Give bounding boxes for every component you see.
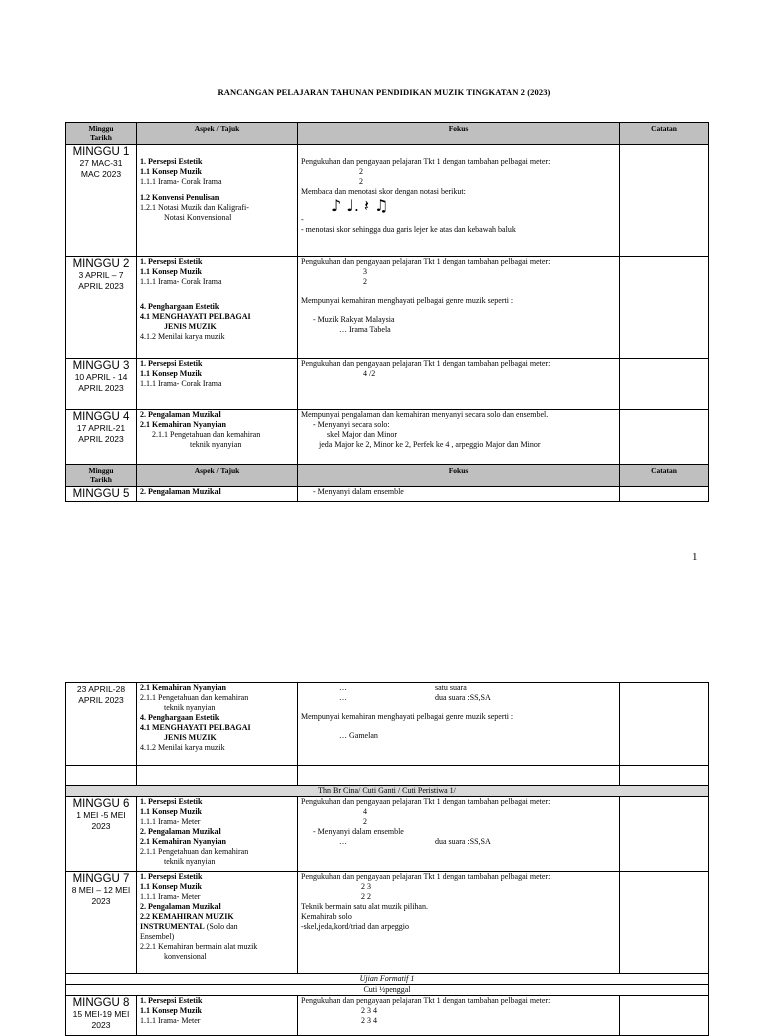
music-notation-symbols: ♪ ♩. 𝄽 ♫ [331,196,389,215]
header-catatan: Catatan [620,465,709,487]
week-cell: MINGGU 2 3 APRIL – 7 APRIL 2023 [66,257,137,359]
header-fokus: Fokus [298,123,620,145]
holiday-row [66,985,709,996]
aspek-cell: 1. Persepsi Estetik 1.1 Konsep Muzik 1.1.1 Irama- Meter 2. Pengalaman Muzikal 2.2 KEMAHIRAN MUZIK INSTRUMENTAL (Solo dan Ensembel) 2.2.1 Kemahiran bermain alat muzik konvensional [137,872,298,974]
catatan-cell [620,257,709,359]
week-cell: MINGGU 8 15 MEI-19 MEI 2023 [66,996,137,1036]
table-row [66,487,709,502]
table-row [66,872,709,974]
catatan-cell [620,996,709,1036]
table-header-row [66,123,709,145]
table-row [66,257,709,359]
aspek-cell: 1. Persepsi Estetik 1.1 Konsep Muzik 1.1.1 Irama- Corak Irama [137,359,298,410]
aspek-cell: 1. Persepsi Estetik 1.1 Konsep Muzik 1.1.1 Irama- Corak Irama 4. Penghargaan Estetik 4.1 MENGHAYATI PELBAGAI JENIS MUZIK 4.1.2 Menilai karya muzik [137,257,298,359]
table-row [66,996,709,1036]
aspek-cell: 2. Pengalaman Muzikal 2.1 Kemahiran Nyanyian 2.1.1 Pengetahuan dan kemahiran teknik nyanyian [137,410,298,465]
lesson-plan-table-page-1 [65,122,709,502]
aspek-cell: 2.1 Kemahiran Nyanyian 2.1.1 Pengetahuan dan kemahiran teknik nyanyian 4. Penghargaan Estetik 4.1 MENGHAYATI PELBAGAI JENIS MUZIK 4.1.2 Menilai karya muzik [137,683,298,766]
document-title: RANCANGAN PELAJARAN TAHUNAN PENDIDIKAN MUZIK TINGKATAN 2 (2023) [217,87,551,97]
header-minggu-tarikh: Minggu Tarikh [66,123,137,145]
catatan-cell [620,797,709,872]
table-row [66,145,709,257]
header-catatan: Catatan [620,123,709,145]
fokus-cell: Pengukuhan dan pengayaan pelajaran Tkt 1 dengan tambahan pelbagai meter: 4 2 - Menyanyi dalam ensemble … dua suara :SS,SA [298,797,620,872]
header-aspek: Aspek / Tajuk [137,123,298,145]
header-aspek: Aspek / Tajuk [137,465,298,487]
holiday-label: Cuti ½penggal [66,985,709,996]
aspek-cell: 1. Persepsi Estetik 1.1 Konsep Muzik 1.1.1 Irama- Corak Irama 1.2 Konvensi Penulisan 1.2.1 Notasi Muzik dan Kaligrafi- Notasi Konvensional [137,145,298,257]
week-cell: MINGGU 6 1 MEI -5 MEI 2023 [66,797,137,872]
header-fokus: Fokus [298,465,620,487]
catatan-cell [620,145,709,257]
week-cell: MINGGU 4 17 APRIL-21 APRIL 2023 [66,410,137,465]
table-row [66,410,709,465]
table-header-row-repeat [66,465,709,487]
week-cell: MINGGU 5 [66,487,137,502]
table-row [66,797,709,872]
catatan-cell [620,683,709,766]
catatan-cell [620,410,709,465]
week-cell: MINGGU 1 27 MAC-31 MAC 2023 [66,145,137,257]
fokus-cell: Pengukuhan dan pengayaan pelajaran Tkt 1 dengan tambahan pelbagai meter: 2 2 Membaca dan menotasi skor dengan notasi berikut: ♪ ♩. 𝄽 ♫ - - menotasi skor sehingga dua garis lejer ke atas dan kebawah baluk [298,145,620,257]
fokus-cell: Pengukuhan dan pengayaan pelajaran Tkt 1 dengan tambahan pelbagai meter: 4 /2 [298,359,620,410]
date-cell: 23 APRIL-28 APRIL 2023 [66,683,137,766]
exam-label: Ujian Formatif 1 [66,974,709,985]
fokus-cell: Pengukuhan dan pengayaan pelajaran Tkt 1 dengan tambahan pelbagai meter: 2 3 4 2 3 4 [298,996,620,1036]
catatan-cell [620,359,709,410]
catatan-cell [620,872,709,974]
week-cell: MINGGU 7 8 MEI – 12 MEI 2023 [66,872,137,974]
aspek-cell: 2. Pengalaman Muzikal [137,487,298,502]
aspek-cell: 1. Persepsi Estetik 1.1 Konsep Muzik 1.1.1 Irama- Meter 2. Pengalaman Muzikal 2.1 Kemahiran Nyanyian 2.1.1 Pengetahuan dan kemahiran teknik nyanyian [137,797,298,872]
catatan-cell [620,487,709,502]
fokus-cell: Pengukuhan dan pengayaan pelajaran Tkt 1 dengan tambahan pelbagai meter: 3 2 Mempunyai kemahiran menghayati pelbagai genre muzik seperti : - Muzik Rakyat Malaysia … Irama Tabela [298,257,620,359]
table-row [66,683,709,766]
exam-row [66,974,709,985]
week-cell: MINGGU 3 10 APRIL - 14 APRIL 2023 [66,359,137,410]
fokus-cell: Pengukuhan dan pengayaan pelajaran Tkt 1 dengan tambahan pelbagai meter: 2 3 2 2 Teknik bermain satu alat muzik pilihan. Kemahirab solo -skel,jeda,kord/triad dan arpeggio [298,872,620,974]
page-number: 1 [692,551,698,563]
fokus-cell: … satu suara … dua suara :SS,SA Mempunyai kemahiran menghayati pelbagai genre muzik seperti : … Gamelan [298,683,620,766]
fokus-cell: - Menyanyi dalam ensemble [298,487,620,502]
header-minggu-tarikh: Minggu Tarikh [66,465,137,487]
holiday-label: Thn Br Cina/ Cuti Ganti / Cuti Peristiwa 1/ [66,786,709,797]
aspek-cell: 1. Persepsi Estetik 1.1 Konsep Muzik 1.1.1 Irama- Meter [137,996,298,1036]
table-row [66,359,709,410]
table-row-spacer [66,766,709,786]
holiday-row [66,786,709,797]
fokus-cell: Mempunyai pengalaman dan kemahiran menyanyi secara solo dan ensembel. - Menyanyi secara solo: skel Major dan Minor jeda Major ke 2, Minor ke 2, Perfek ke 4 , arpeggio Major dan Minor [298,410,620,465]
lesson-plan-table-page-2 [65,682,709,1036]
